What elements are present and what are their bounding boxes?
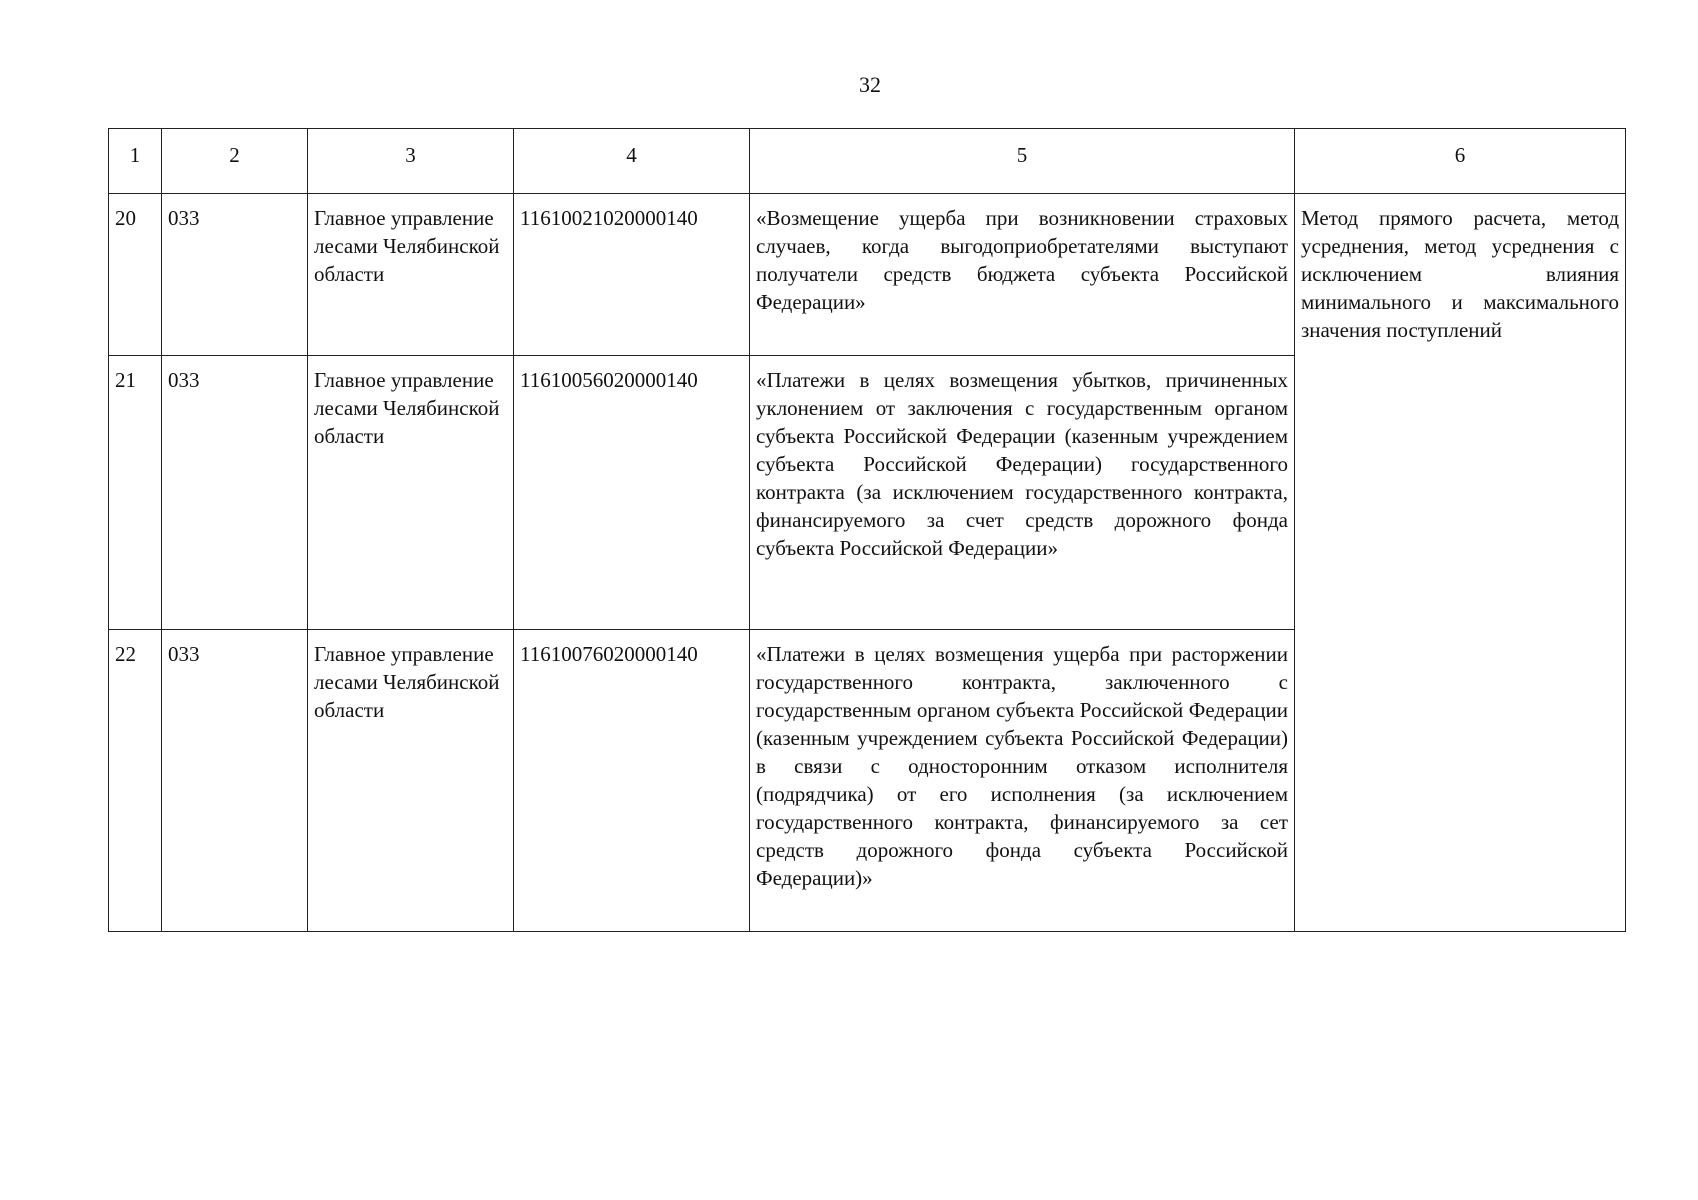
admin-code-cell: 033	[162, 194, 308, 356]
table-header-row	[109, 129, 1626, 194]
row-number-cell: 20	[109, 194, 162, 356]
page-number: 32	[859, 72, 881, 97]
kbk-code-cell: 11610076020000140	[514, 630, 750, 932]
header-cell-1: 1	[109, 129, 162, 194]
administrator-cell: Главное управление лесами Челябинской области	[308, 194, 514, 356]
admin-code-cell: 033	[162, 630, 308, 932]
row-number-cell: 22	[109, 630, 162, 932]
method-cell: Метод прямого расчета, метод усреднения, метод усреднения с исключением влияния минимального и максимального значения поступлений	[1295, 194, 1626, 932]
revenue-name-cell: «Возмещение ущерба при возникновении страховых случаев, когда выгодоприобретателями выступают получатели средств бюджета субъекта Российской Федерации»	[750, 194, 1295, 356]
revenue-name-cell: «Платежи в целях возмещения убытков, причиненных уклонением от заключения с государственным органом субъекта Российской Федерации (казенным учреждением субъекта Российской Федерации) государственного контракта (за исключением государственного контракта, финансируемого за счет средств дорожного фонда субъекта Российской Федерации»	[750, 356, 1295, 630]
header-cell-6: 6	[1295, 129, 1626, 194]
revenue-table	[108, 128, 1626, 932]
header-cell-5: 5	[750, 129, 1295, 194]
kbk-code-cell: 11610021020000140	[514, 194, 750, 356]
administrator-cell: Главное управление лесами Челябинской области	[308, 356, 514, 630]
row-number-cell: 21	[109, 356, 162, 630]
admin-code-cell: 033	[162, 356, 308, 630]
header-cell-2: 2	[162, 129, 308, 194]
table-row	[109, 194, 1626, 356]
revenue-name-cell: «Платежи в целях возмещения ущерба при расторжении государственного контракта, заключенного с государственным органом субъекта Российской Федерации (казенным учреждением субъекта Российской Федерации) в связи с односторонним отказом исполнителя (подрядчика) от его исполнения (за исключением государственного контракта, финансируемого за сет средств дорожного фонда субъекта Российской Федерации)»	[750, 630, 1295, 932]
administrator-cell: Главное управление лесами Челябинской области	[308, 630, 514, 932]
kbk-code-cell: 11610056020000140	[514, 356, 750, 630]
header-cell-4: 4	[514, 129, 750, 194]
header-cell-3: 3	[308, 129, 514, 194]
